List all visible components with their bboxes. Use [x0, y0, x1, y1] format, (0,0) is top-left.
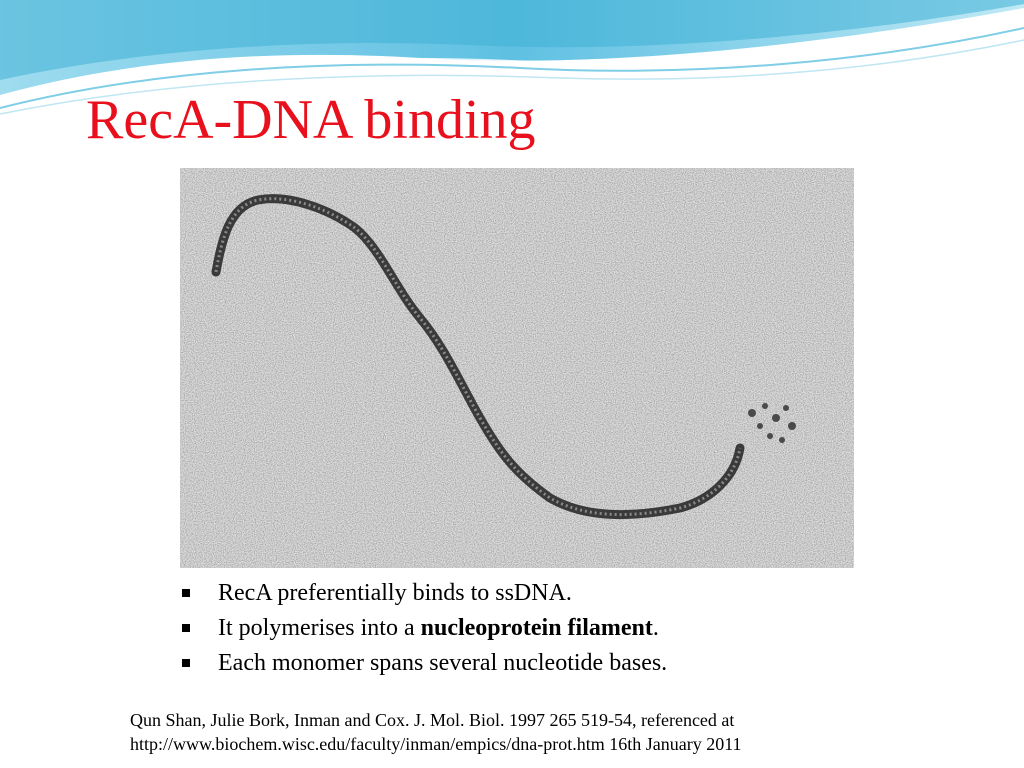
- slide-title: RecA-DNA binding: [86, 89, 536, 151]
- bullet-item: Each monomer spans several nucleotide bases.: [180, 648, 880, 683]
- citation-line-2: http://www.biochem.wisc.edu/faculty/inman/empics/dna-prot.htm 16th January 2011: [130, 734, 742, 754]
- citation-line-1: Qun Shan, Julie Bork, Inman and Cox. J. Mol. Biol. 1997 265 519-54, referenced at: [130, 710, 735, 730]
- citation: [130, 708, 970, 756]
- bullet-square-icon: [182, 624, 190, 632]
- bullet-list: [180, 578, 880, 683]
- bullet-item: It polymerises into a nucleoprotein filament.: [180, 613, 880, 648]
- bullet-item: RecA preferentially binds to ssDNA.: [180, 578, 880, 613]
- micrograph-image: [180, 168, 854, 568]
- bullet-square-icon: [182, 659, 190, 667]
- bullet-square-icon: [182, 589, 190, 597]
- micrograph-drawing: [180, 168, 854, 568]
